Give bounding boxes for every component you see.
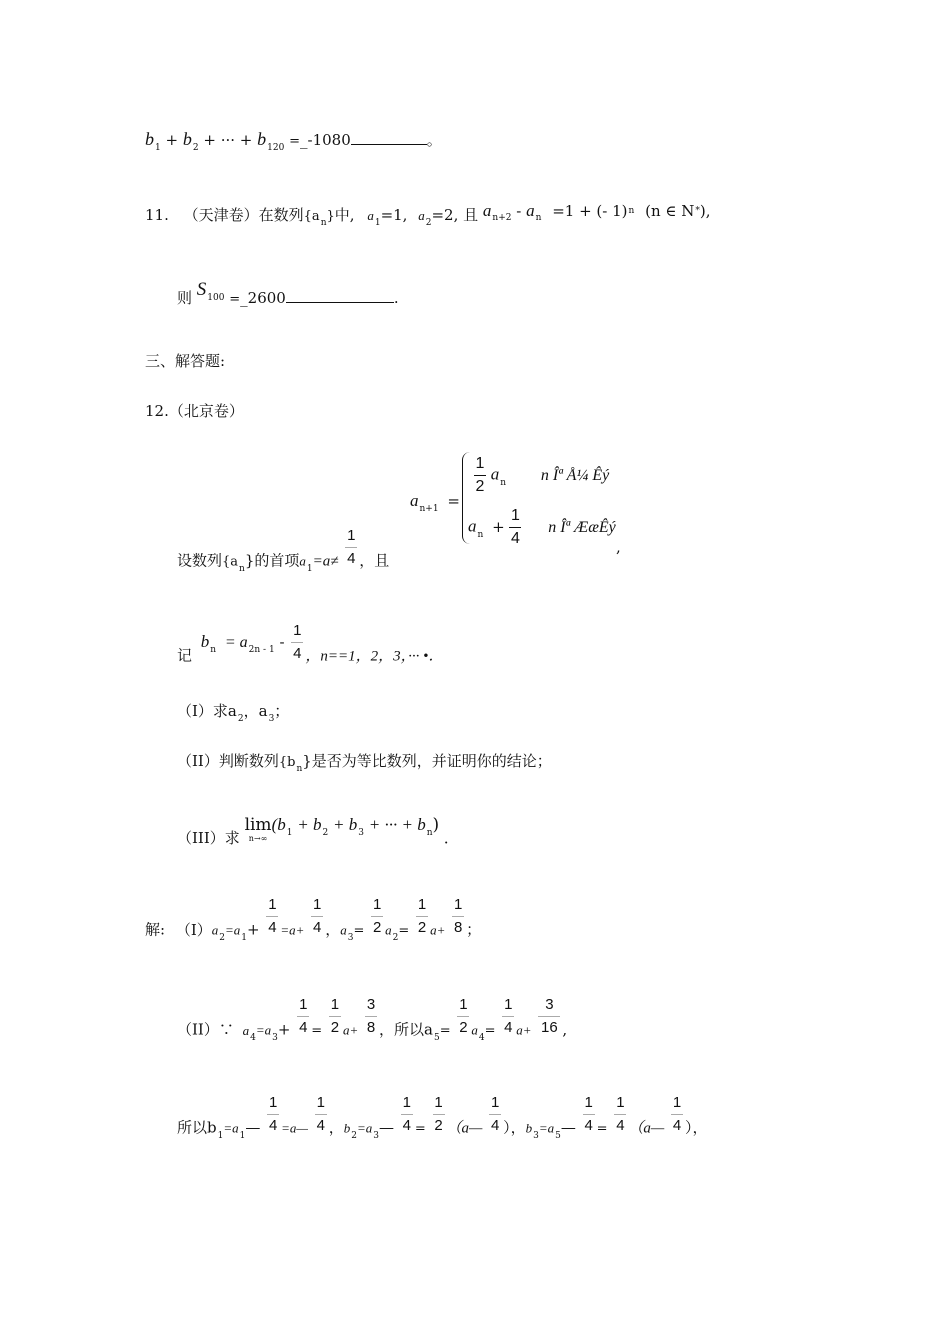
- pw-lhs-a: a: [410, 491, 419, 510]
- s3-b3: b: [525, 1120, 533, 1136]
- sum-b120-sub: 120: [267, 143, 285, 153]
- part2-seq: {b: [278, 755, 296, 770]
- solution-part-2: [177, 996, 568, 1051]
- part1-s2: 2: [237, 714, 244, 724]
- g6-den: 16: [541, 1019, 558, 1036]
- pw-case2-sub: n: [477, 529, 484, 540]
- S-eq: =: [229, 292, 241, 307]
- s1-a2: a: [211, 922, 219, 938]
- s3-eq1-sub: 1: [239, 1130, 246, 1141]
- s2-a-plus: a+: [342, 1022, 359, 1038]
- q11-a1: a: [367, 208, 374, 223]
- s3-frac-6: [583, 1094, 595, 1135]
- sum-dots: + ··· +: [203, 131, 253, 149]
- pw-eq: =: [447, 492, 460, 510]
- pw-case1-den: 2: [475, 478, 485, 495]
- question-number: 11.: [145, 206, 169, 224]
- part1-mid: ，a: [243, 702, 268, 720]
- setup-num: 1: [347, 527, 356, 544]
- s3-b1-sub: 1: [217, 1130, 224, 1141]
- s3-close2: ），: [684, 1118, 708, 1137]
- def-tail: ，n==1，2，3，··· •．: [305, 648, 444, 665]
- sum-eq: =: [289, 134, 301, 149]
- g2-den: 2: [330, 1019, 340, 1036]
- part3-p3: + ··· + b: [368, 815, 426, 834]
- s2-eq1: =a: [255, 1022, 272, 1038]
- s2-a4: a: [242, 1022, 250, 1038]
- part1-end: ；: [274, 702, 290, 720]
- part2-sub: n: [296, 764, 303, 774]
- h8-den: 4: [672, 1117, 682, 1134]
- def-a-sub: 2n - 1: [248, 644, 275, 655]
- h3-den: 4: [402, 1117, 411, 1134]
- f3-num: 1: [372, 896, 382, 913]
- h7-num: 1: [616, 1094, 625, 1111]
- rec-minus: -: [516, 202, 522, 220]
- s2-frac-5: [502, 996, 514, 1037]
- rec-cond: (n ∈ N: [645, 202, 695, 220]
- def-prefix: 记: [177, 646, 193, 665]
- def-den: 4: [293, 645, 302, 662]
- part3-close: ): [432, 815, 440, 835]
- part1-s3: 3: [268, 714, 275, 724]
- part3-text: （III）求: [177, 829, 240, 847]
- s1-a2-sub: 2: [219, 932, 226, 943]
- then-label: 则: [177, 289, 193, 307]
- s2-plus: +: [277, 1020, 291, 1039]
- f5-den: 8: [453, 919, 463, 936]
- f1-num: 1: [268, 896, 277, 913]
- s1-eq4: =: [398, 923, 410, 939]
- s3-paren1: （a—: [446, 1120, 483, 1137]
- s3-eq3-sub: 3: [373, 1130, 380, 1141]
- q11-a1-sub: 1: [374, 218, 381, 228]
- h1-num: 1: [268, 1094, 278, 1111]
- part3-s1: 1: [286, 828, 293, 838]
- part-2: [177, 752, 552, 774]
- s3-eq5: =a: [538, 1120, 555, 1136]
- part3-end: ．: [443, 829, 459, 847]
- s2-a-plus2: a+: [516, 1022, 532, 1038]
- s1-frac-3: [371, 896, 383, 937]
- s1-eq1-sub: 1: [241, 932, 248, 943]
- S-sub: 100: [207, 293, 225, 303]
- part1-text: （I）求a: [177, 702, 237, 720]
- s2-eq4: =: [484, 1023, 496, 1039]
- s2-frac-2: [329, 996, 341, 1037]
- solution-part-1: [145, 896, 482, 951]
- s1-frac-4: [416, 896, 428, 937]
- h7-den: 4: [616, 1117, 625, 1134]
- s3-frac-3: [401, 1094, 413, 1135]
- answer-blank-11: [286, 302, 394, 303]
- h6-den: 4: [584, 1117, 593, 1134]
- s1-eq2: =a+: [280, 922, 305, 938]
- setup-seq-sub: n: [239, 563, 245, 574]
- sum-answer-line: [145, 129, 442, 153]
- s3-b2-sub: 2: [351, 1130, 358, 1141]
- part3-s3: 3: [358, 828, 364, 838]
- solution-label: 解:: [145, 920, 166, 939]
- s1-a3: a: [340, 922, 347, 938]
- s3-eq3: =a: [357, 1120, 373, 1136]
- s3-frac-7: [614, 1094, 626, 1135]
- part2-text-b: }是否为等比数列，并证明你的结论；: [302, 752, 552, 770]
- rec-star: *: [695, 206, 700, 216]
- s3-eq2: =a—: [281, 1120, 308, 1136]
- setup-frac: [345, 527, 357, 568]
- h6-num: 1: [584, 1094, 593, 1111]
- solution-part-3: [177, 1094, 708, 1149]
- h4-num: 1: [434, 1094, 443, 1111]
- def-minus: -: [279, 632, 285, 651]
- g5-num: 1: [504, 996, 513, 1013]
- s1-frac-1: [266, 896, 278, 937]
- answer-blank: [351, 144, 427, 145]
- s2-prefix: （II）∵: [177, 1020, 234, 1039]
- seq-sub: n: [320, 218, 327, 228]
- rec-a: a: [482, 201, 492, 220]
- pw-case1-num: 1: [475, 455, 485, 472]
- h5-num: 1: [490, 1094, 500, 1111]
- pw-case2-num: 1: [510, 507, 520, 524]
- s2-a5-sub: 5: [433, 1032, 440, 1043]
- g5-den: 4: [504, 1019, 513, 1036]
- section-heading: 三、解答题:: [145, 352, 226, 370]
- setup-prefix: 设数列: [177, 551, 223, 570]
- rec-rhs: =1 + (- 1): [552, 202, 628, 220]
- h2-den: 4: [316, 1117, 325, 1134]
- f4-num: 1: [417, 896, 427, 913]
- g6-num: 3: [545, 996, 554, 1013]
- h2-num: 1: [316, 1094, 325, 1111]
- f2-den: 4: [313, 919, 322, 936]
- s3-minus3: —: [560, 1118, 576, 1137]
- s3-eq4: =: [414, 1121, 426, 1137]
- s1-a2b: a: [385, 922, 392, 938]
- s3-frac-1: [267, 1094, 279, 1135]
- s2-frac-3: [365, 996, 377, 1037]
- setup-end: ，且: [359, 551, 390, 570]
- s2-eq2: =: [311, 1023, 323, 1039]
- question-11: [145, 201, 711, 228]
- g4-den: 2: [459, 1019, 468, 1036]
- pw-case1-cond: n Îª Å¼ Êý: [540, 466, 610, 484]
- s3-paren2: （a—: [628, 1120, 665, 1137]
- rec-sub1: n+2: [492, 213, 512, 223]
- sum-end: 。: [426, 131, 442, 149]
- pw-lhs-sub: n+1: [419, 504, 439, 514]
- q11-a2-val: =2, 且: [431, 206, 479, 224]
- s2-frac-6: [538, 996, 560, 1037]
- piecewise-case-1: [474, 455, 609, 496]
- g1-den: 4: [299, 1019, 308, 1036]
- f2-num: 1: [313, 896, 322, 913]
- def-frac: [291, 622, 303, 663]
- sum-b1: b: [145, 129, 154, 149]
- setup-den: 4: [347, 550, 356, 567]
- f4-den: 2: [417, 919, 427, 936]
- pw-case1-a: a: [490, 464, 500, 484]
- s3-eq1: =a: [223, 1120, 239, 1136]
- f1-den: 4: [268, 919, 277, 936]
- g3-num: 3: [366, 996, 376, 1013]
- h4-den: 2: [434, 1117, 443, 1134]
- def-eq: = a: [224, 633, 248, 651]
- f5-num: 1: [453, 896, 463, 913]
- part3-expr: (b: [271, 815, 286, 834]
- s3-frac-8: [671, 1094, 683, 1135]
- s3-frac-2: [315, 1094, 327, 1135]
- s1-eq3: =: [353, 923, 365, 939]
- s2-a4b: a: [471, 1022, 478, 1038]
- S-answer: _2600: [240, 289, 286, 307]
- part3-lim-sub: n→∞: [248, 834, 268, 843]
- part3-sn: n: [426, 828, 433, 838]
- sum-answer: _-1080: [300, 131, 351, 149]
- s2-a4b-sub: 4: [478, 1032, 485, 1043]
- h8-num: 1: [672, 1094, 682, 1111]
- h1-den: 4: [268, 1117, 278, 1134]
- s1-comma: ，: [325, 920, 341, 939]
- piecewise-lhs: [410, 491, 460, 514]
- q11-a1-val: =1,: [380, 206, 408, 224]
- s2-frac-4: [457, 996, 469, 1037]
- s3-b3-sub: 3: [533, 1130, 539, 1141]
- S-end: .: [393, 289, 399, 307]
- setup-seq: {a: [222, 554, 239, 570]
- s3-prefix: 所以b: [177, 1118, 217, 1137]
- sum-b2: b: [182, 129, 192, 149]
- rec-sub2: n: [535, 213, 542, 223]
- s2-eq3: =: [439, 1023, 451, 1039]
- s2-a4-sub: 4: [250, 1032, 256, 1043]
- rec-a2: a: [526, 201, 535, 220]
- def-b: b: [200, 631, 210, 651]
- q12-setup: [177, 527, 390, 582]
- q11-a2: a: [418, 208, 425, 223]
- s1-end: ；: [466, 920, 482, 939]
- s2-frac-1: [297, 996, 309, 1037]
- pw-case2-cond: n Îª ÆæÊý: [548, 518, 616, 536]
- s2-eq1-sub: 3: [272, 1032, 278, 1043]
- seq-close: }: [326, 209, 335, 224]
- question-11-answer: [177, 279, 399, 307]
- s3-minus2: —: [379, 1118, 395, 1137]
- part3-p1: + b: [297, 815, 322, 834]
- s1-a-plus: a+: [430, 922, 446, 938]
- setup-seq-close: }的首项: [244, 551, 300, 570]
- g1-num: 1: [299, 996, 308, 1013]
- piecewise-tail: ,: [616, 538, 621, 556]
- s1-a2b-sub: 2: [392, 932, 399, 943]
- pw-case1-sub: n: [500, 477, 507, 488]
- s3-eq6: =: [596, 1121, 608, 1137]
- pw-case2-a: a: [468, 516, 477, 536]
- s2-mid: ，所以a: [379, 1020, 433, 1039]
- s3-close1: ），: [503, 1118, 526, 1137]
- piecewise-case-2: [468, 507, 616, 548]
- g4-num: 1: [459, 996, 468, 1013]
- part3-s2: 2: [322, 828, 329, 838]
- s1-frac-2: [311, 896, 323, 937]
- question-12-heading: 12.（北京卷）: [145, 402, 244, 420]
- setup-a1-sub: 1: [306, 563, 313, 574]
- seq-open: {a: [303, 209, 320, 224]
- def-num: 1: [293, 622, 302, 639]
- s2-end: ,: [562, 1020, 568, 1039]
- def-b-sub: n: [210, 644, 217, 655]
- part2-text-a: （II）判断数列: [177, 752, 279, 770]
- rec-exp: n: [628, 206, 635, 216]
- setup-eq: =a≠: [312, 553, 339, 570]
- part3-p2: + b: [333, 815, 358, 834]
- S-symbol: S: [196, 279, 207, 300]
- s1-eq1: =a: [225, 922, 241, 938]
- pw-case2-plus: +: [492, 517, 505, 536]
- q11-a2-sub: 2: [425, 218, 432, 228]
- s3-frac-4: [433, 1094, 445, 1135]
- part-3: [177, 815, 459, 847]
- pw-case2-den: 4: [510, 530, 520, 547]
- sum-plus: +: [165, 131, 179, 149]
- s3-eq5-sub: 5: [555, 1130, 561, 1141]
- s3-minus1: —: [245, 1118, 261, 1137]
- sum-b1-sub: 1: [155, 143, 161, 153]
- f3-den: 2: [372, 919, 382, 936]
- question-source: （天津卷）在数列: [183, 206, 304, 224]
- h3-num: 1: [402, 1094, 411, 1111]
- sum-b120: b: [257, 129, 267, 149]
- part3-lim: lim: [244, 815, 272, 835]
- s1-a3-sub: 3: [347, 932, 354, 943]
- part-1: [177, 702, 290, 724]
- rec-end: ),: [699, 202, 711, 220]
- s1-plus: +: [247, 920, 260, 939]
- s3-b2: b: [343, 1120, 351, 1136]
- s1-prefix: （I）: [175, 920, 212, 939]
- s3-comma1: ，: [328, 1118, 344, 1137]
- s3-frac-5: [489, 1094, 501, 1135]
- setup-a1: a: [299, 553, 306, 569]
- g3-den: 8: [366, 1019, 376, 1036]
- q12-definition: [177, 622, 444, 677]
- s1-frac-5: [452, 896, 464, 937]
- sum-b2-sub: 2: [192, 143, 199, 153]
- g2-num: 1: [330, 996, 340, 1013]
- h5-den: 4: [490, 1117, 500, 1134]
- q11-text: 中,: [334, 206, 355, 224]
